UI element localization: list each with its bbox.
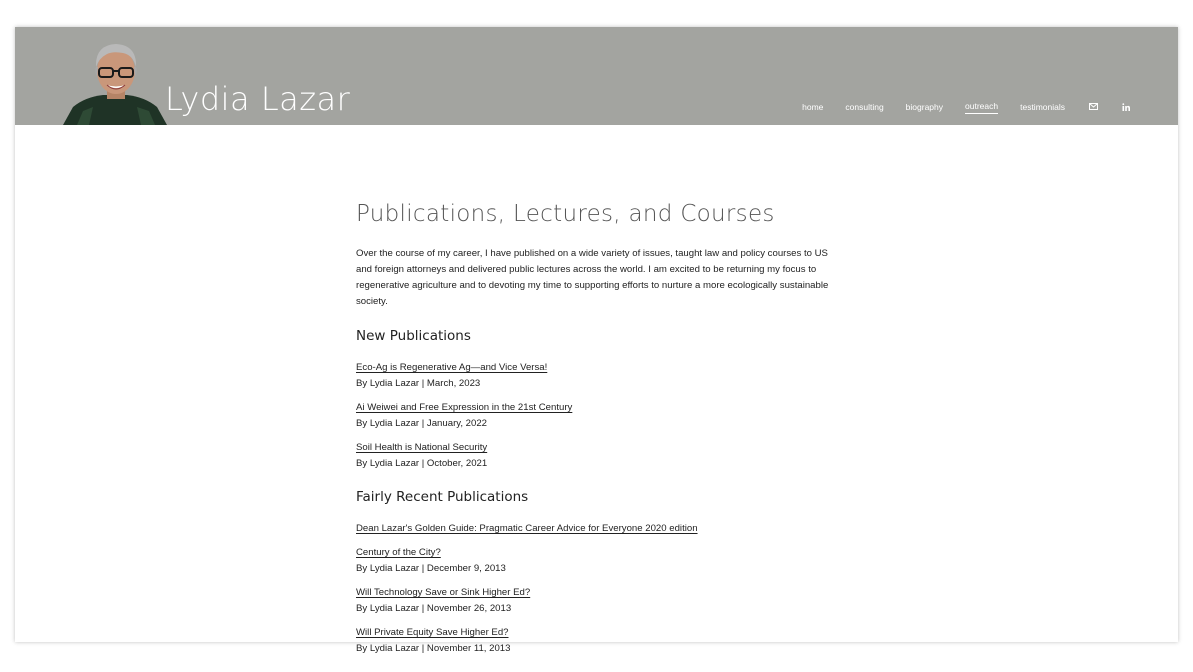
new-publications-list [356, 360, 838, 472]
publication-link[interactable]: Century of the City? [356, 547, 441, 558]
publication-link[interactable]: Soil Health is National Security [356, 442, 488, 453]
list-item [356, 585, 838, 617]
linkedin-icon[interactable] [1122, 103, 1130, 111]
recent-publications-heading: Fairly Recent Publications [356, 489, 529, 505]
publication-byline: By Lydia Lazar | October, 2021 [356, 458, 488, 469]
publication-byline: By Lydia Lazar | January, 2022 [356, 418, 488, 429]
list-item [356, 360, 838, 392]
publication-byline: By Lydia Lazar | November 26, 2013 [356, 603, 512, 614]
new-publications-heading: New Publications [356, 328, 471, 344]
list-item [356, 400, 838, 432]
publication-link[interactable]: Eco-Ag is Regenerative Ag—and Vice Versa! [356, 362, 548, 373]
publication-link[interactable]: Will Technology Save or Sink Higher Ed? [356, 587, 531, 598]
list-item [356, 625, 838, 657]
list-item [356, 545, 838, 577]
nav-testimonials[interactable]: testimonials [1020, 101, 1065, 112]
intro-paragraph: Over the course of my career, I have published on a wide variety of issues, taught law and policy courses to US and foreign attorneys and delivered public lectures across the world. I am excited to be returning my focus to regenerative agriculture and to devoting my time to supporting efforts to nurture a more ecologically sustainable society. [356, 248, 829, 307]
publication-link[interactable]: Will Private Equity Save Higher Ed? [356, 627, 509, 638]
list-item [356, 521, 838, 537]
page-frame [15, 27, 1178, 654]
publication-byline: By Lydia Lazar | March, 2023 [356, 378, 481, 389]
nav-outreach[interactable]: outreach [965, 99, 998, 114]
page-title: Publications, Lectures, and Courses [356, 201, 775, 227]
main-content [356, 199, 838, 665]
nav-biography[interactable]: biography [905, 101, 944, 112]
publication-link[interactable]: Dean Lazar's Golden Guide: Pragmatic Career Advice for Everyone 2020 edition [356, 523, 698, 534]
publication-byline: By Lydia Lazar | December 9, 2013 [356, 563, 506, 574]
publication-byline: By Lydia Lazar | November 11, 2013 [356, 643, 511, 654]
nav-consulting[interactable]: consulting [845, 101, 884, 112]
site-header [15, 27, 1178, 125]
nav-home[interactable]: home [802, 101, 824, 112]
mail-icon[interactable] [1089, 103, 1098, 110]
site-title[interactable]: Lydia Lazar [165, 80, 351, 118]
main-nav [780, 99, 1130, 114]
recent-publications-list [356, 521, 838, 657]
publication-link[interactable]: Ai Weiwei and Free Expression in the 21st Century [356, 402, 573, 413]
list-item [356, 440, 838, 472]
profile-photo [63, 41, 167, 125]
